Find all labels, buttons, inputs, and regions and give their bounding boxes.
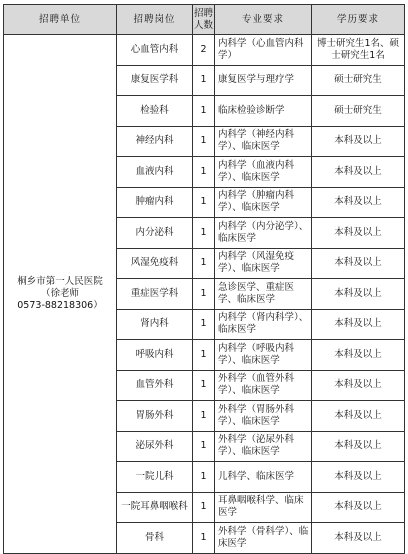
count-cell: 1	[193, 431, 215, 462]
degree-cell: 本科及以上	[312, 370, 405, 401]
post-cell: 血管外科	[117, 370, 193, 401]
post-cell: 呼吸内科	[117, 340, 193, 371]
header-post: 招聘岗位	[117, 5, 193, 35]
count-cell: 1	[193, 218, 215, 249]
major-cell: 内科学（肾内科学）、临床医学	[215, 309, 312, 340]
post-cell: 检验科	[117, 96, 193, 127]
major-cell: 外科学（血管外科学）、临床医学	[215, 370, 312, 401]
major-cell: 急诊医学、重症医学、临床医学	[215, 279, 312, 310]
unit-name: 桐乡市第一人民医院	[17, 275, 103, 287]
count-cell: 1	[193, 309, 215, 340]
major-cell: 内科学（呼吸内科学）、临床医学	[215, 340, 312, 371]
unit-contact: （徐老师	[40, 287, 79, 299]
post-cell: 心血管内科	[117, 35, 193, 66]
post-cell: 内分泌科	[117, 218, 193, 249]
major-cell: 康复医学与理疗学	[215, 65, 312, 96]
post-cell: 泌尿外科	[117, 431, 193, 462]
header-row	[4, 5, 405, 35]
post-cell: 神经内科	[117, 126, 193, 157]
degree-cell: 本科及以上	[312, 462, 405, 493]
count-cell: 1	[193, 65, 215, 96]
major-cell: 临床检验诊断学	[215, 96, 312, 127]
count-cell: 2	[193, 35, 215, 66]
degree-cell: 本科及以上	[312, 157, 405, 188]
degree-cell: 本科及以上	[312, 340, 405, 371]
count-cell: 1	[193, 126, 215, 157]
post-cell: 骨科	[117, 523, 193, 554]
count-cell: 1	[193, 279, 215, 310]
header-unit: 招聘单位	[4, 5, 117, 35]
unit-cell	[4, 35, 117, 554]
table-row	[4, 35, 405, 66]
degree-cell: 本科及以上	[312, 187, 405, 218]
degree-cell: 硕士研究生	[312, 65, 405, 96]
count-cell: 1	[193, 157, 215, 188]
major-cell: 内科学（内分泌学）、临床医学	[215, 218, 312, 249]
major-cell: 耳鼻咽喉科学、临床医学	[215, 492, 312, 523]
count-cell: 1	[193, 248, 215, 279]
degree-cell: 本科及以上	[312, 248, 405, 279]
major-cell: 外科学（胃肠外科学）、临床医学	[215, 401, 312, 432]
major-cell: 内科学（肿瘤内科学）、临床医学	[215, 187, 312, 218]
post-cell: 肿瘤内科	[117, 187, 193, 218]
major-cell: 内科学（神经内科学）、临床医学	[215, 126, 312, 157]
count-cell: 1	[193, 523, 215, 554]
post-cell: 胃肠外科	[117, 401, 193, 432]
unit-phone: 0573-88218306）	[17, 299, 103, 311]
major-cell: 儿科学、临床医学	[215, 462, 312, 493]
major-cell: 内科学（风湿免疫学）、临床医学	[215, 248, 312, 279]
count-cell: 1	[193, 462, 215, 493]
degree-cell: 本科及以上	[312, 492, 405, 523]
header-major: 专业要求	[215, 5, 312, 35]
major-cell: 内科学（血液内科学）、临床医学	[215, 157, 312, 188]
post-cell: 康复医学科	[117, 65, 193, 96]
post-cell: 一院耳鼻咽喉科	[117, 492, 193, 523]
degree-cell: 本科及以上	[312, 126, 405, 157]
degree-cell: 本科及以上	[312, 309, 405, 340]
degree-cell: 本科及以上	[312, 523, 405, 554]
major-cell: 内科学（心血管内科学）	[215, 35, 312, 66]
header-degree: 学历要求	[312, 5, 405, 35]
post-cell: 一院儿科	[117, 462, 193, 493]
degree-cell: 本科及以上	[312, 431, 405, 462]
post-cell: 肾内科	[117, 309, 193, 340]
recruitment-table	[3, 4, 405, 554]
count-cell: 1	[193, 340, 215, 371]
degree-cell: 本科及以上	[312, 279, 405, 310]
count-cell: 1	[193, 370, 215, 401]
post-cell: 血液内科	[117, 157, 193, 188]
degree-cell: 博士研究生1名、硕士研究生1名	[312, 35, 405, 66]
post-cell: 重症医学科	[117, 279, 193, 310]
degree-cell: 本科及以上	[312, 218, 405, 249]
degree-cell: 硕士研究生	[312, 96, 405, 127]
count-cell: 1	[193, 187, 215, 218]
count-cell: 1	[193, 401, 215, 432]
header-count: 招聘人数	[193, 5, 215, 35]
major-cell: 外科学（泌尿外科学）、临床医学	[215, 431, 312, 462]
post-cell: 风湿免疫科	[117, 248, 193, 279]
count-cell: 1	[193, 96, 215, 127]
major-cell: 外科学（骨科学）、临床医学	[215, 523, 312, 554]
degree-cell: 本科及以上	[312, 401, 405, 432]
count-cell: 1	[193, 492, 215, 523]
